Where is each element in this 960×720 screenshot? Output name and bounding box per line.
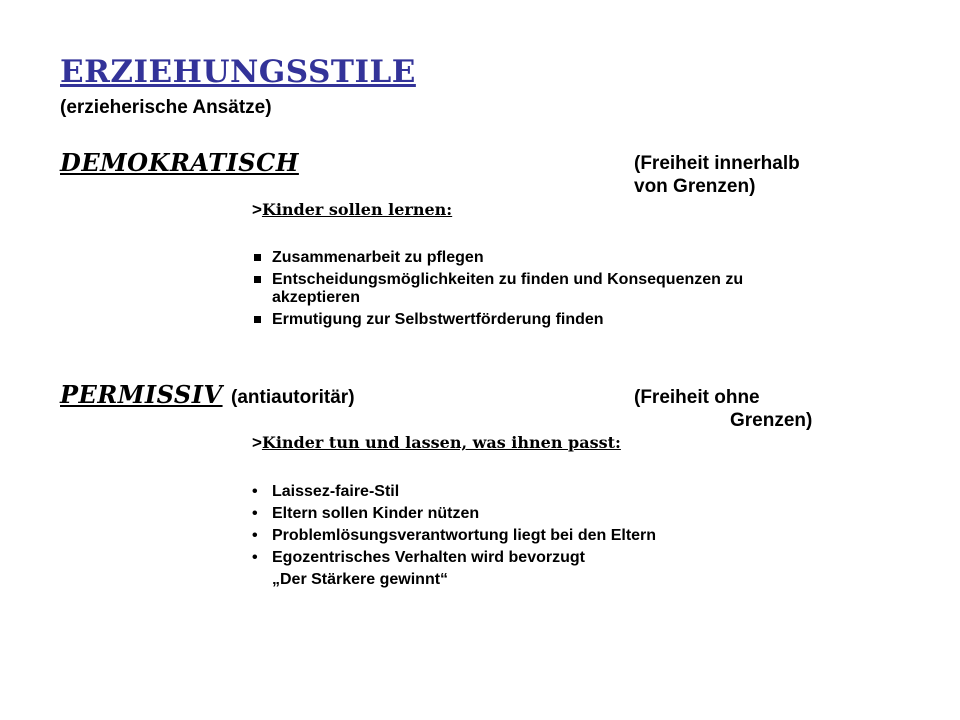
list-item-continuation: akzeptieren [272,289,361,306]
democratic-heading: DEMOKRATISCH [60,148,299,177]
democratic-lead-prefix: > [252,200,262,219]
page-title: ERZIEHUNGSSTILE [60,54,416,90]
permissive-qualifier: (antiautoritär) [231,387,355,408]
democratic-note-line2: von Grenzen) [634,176,756,197]
permissive-heading-row [60,380,355,409]
democratic-lead-text: Kinder sollen lernen: [261,200,453,219]
permissive-note-line2: Grenzen) [730,410,813,431]
list-item: • Egozentrisches Verhalten wird bevorzugt [252,549,656,567]
democratic-list [252,249,743,329]
list-item: Zusammenarbeit zu pflegen [252,249,743,267]
page-subtitle: (erzieherische Ansätze) [60,97,272,118]
list-item: Ermutigung zur Selbstwertförderung finden [252,311,743,329]
permissive-lead-prefix: > [252,433,262,452]
list-item: • Laissez-faire-Stil [252,483,656,501]
permissive-note-line1: (Freiheit ohne [634,387,760,408]
permissive-lead-text: Kinder tun und lassen, was ihnen passt: [261,433,621,452]
list-item-quote: „Der Stärkere gewinnt“ [272,571,449,588]
permissive-list [252,483,656,589]
list-item: • Eltern sollen Kinder nützen [252,505,656,523]
permissive-lead [252,433,621,453]
democratic-note [634,152,800,198]
democratic-note-line1: (Freiheit innerhalb [634,153,800,174]
democratic-lead [252,200,452,220]
list-item: • Problemlösungsverantwortung liegt bei den Eltern [252,527,656,545]
permissive-heading: PERMISSIV [60,380,223,409]
list-item: Entscheidungsmöglichkeiten zu finden und Konsequenzen zu [252,271,743,289]
